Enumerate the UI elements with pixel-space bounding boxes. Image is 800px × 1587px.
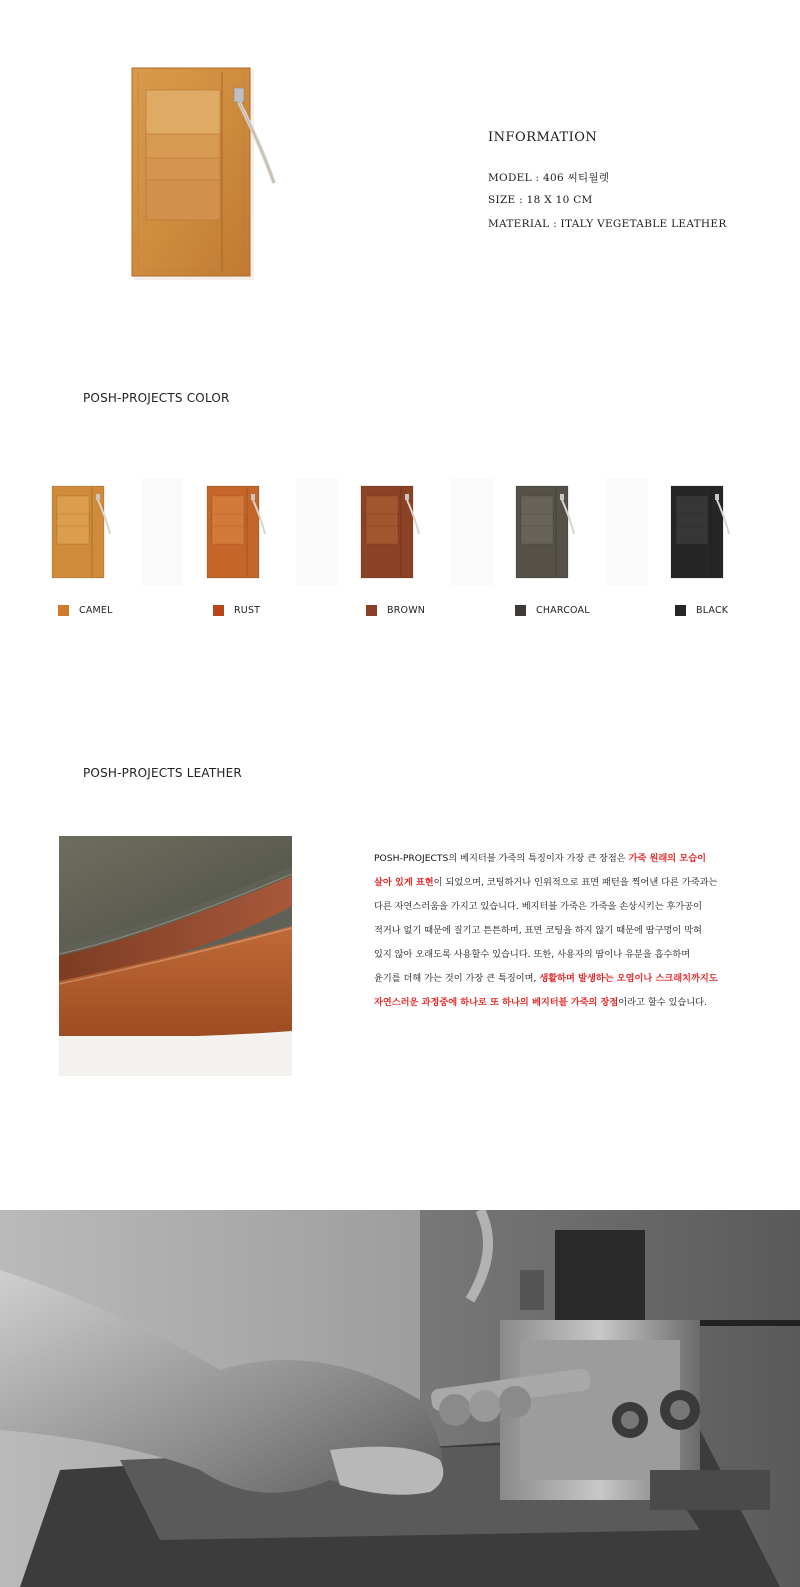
highlighted-text: 자연스러운 과정중에 하나로 또 하나의 베지터블 가죽의 장점 [374,997,619,1008]
body-text: 윤기를 더해 가는 것이 가장 큰 특징이며, [374,973,540,984]
color-label-charcoal[interactable] [515,603,590,617]
color-name: BLACK [696,604,729,616]
color-divider-panel [606,478,648,586]
color-label-camel[interactable] [58,603,113,617]
color-divider-panel [296,478,338,586]
info-model: MODEL : 406 씨티월렛 [488,172,610,184]
body-text: 적거나 없기 때문에 질기고 튼튼하며, 표면 코팅을 하지 않기 때문에 땀구멍이 막혀 [374,925,702,936]
color-label-black[interactable] [675,603,728,617]
color-swatch [515,605,526,616]
highlighted-text: 가죽 원래의 모습이 [628,853,706,864]
highlighted-text: 생활하며 발생하는 오염이나 스크래치까지도 [539,973,718,984]
product-hero-image [112,58,282,283]
leather-description-line [374,919,774,943]
leather-description-line [374,895,774,919]
color-label-brown[interactable] [366,603,425,617]
leather-description-line [374,847,774,871]
leather-description-line [374,991,774,1015]
leather-description [374,847,774,1015]
leather-description-line [374,871,774,895]
color-wallet-camel[interactable] [46,478,116,586]
info-size: SIZE : 18 X 10 CM [488,194,593,206]
color-swatch [213,605,224,616]
color-name: BROWN [387,604,426,616]
color-swatch [58,605,69,616]
color-section-title: POSH-PROJECTS COLOR [83,391,230,405]
leather-texture-image [59,836,292,1076]
body-text: POSH-PROJECTS의 베지터블 가죽의 특징이자 가장 큰 장점은 [374,853,629,864]
highlighted-text: 살아 있게 표현 [374,877,434,888]
color-wallet-brown[interactable] [355,478,425,586]
color-wallet-rust[interactable] [201,478,271,586]
color-divider-panel [451,478,493,586]
body-text: 이라고 할수 있습니다. [618,997,707,1008]
color-name: RUST [234,604,261,616]
leather-description-line [374,943,774,967]
information-title: INFORMATION [488,130,598,145]
color-label-rust[interactable] [213,603,260,617]
color-name: CAMEL [79,604,113,616]
color-name: CHARCOAL [536,604,590,616]
color-divider-panel [141,478,183,586]
color-swatch [366,605,377,616]
color-wallet-black[interactable] [665,478,735,586]
leather-description-line [374,967,774,991]
color-swatch [675,605,686,616]
body-text: 있지 않아 오래도록 사용할수 있습니다. 또한, 사용자의 땀이나 유분을 흡수하며 [374,949,691,960]
craftsman-photo [0,1210,800,1587]
info-material: MATERIAL : ITALY VEGETABLE LEATHER [488,218,727,230]
body-text: 다른 자연스러움을 가지고 있습니다. 베지터블 가죽은 가죽을 손상시키는 후가공이 [374,901,703,912]
color-wallet-charcoal[interactable] [510,478,580,586]
body-text: 이 되었으며, 코팅하거나 인위적으로 표면 패턴을 찍어낸 다른 가죽과는 [433,877,718,888]
leather-section-title: POSH-PROJECTS LEATHER [83,766,242,780]
